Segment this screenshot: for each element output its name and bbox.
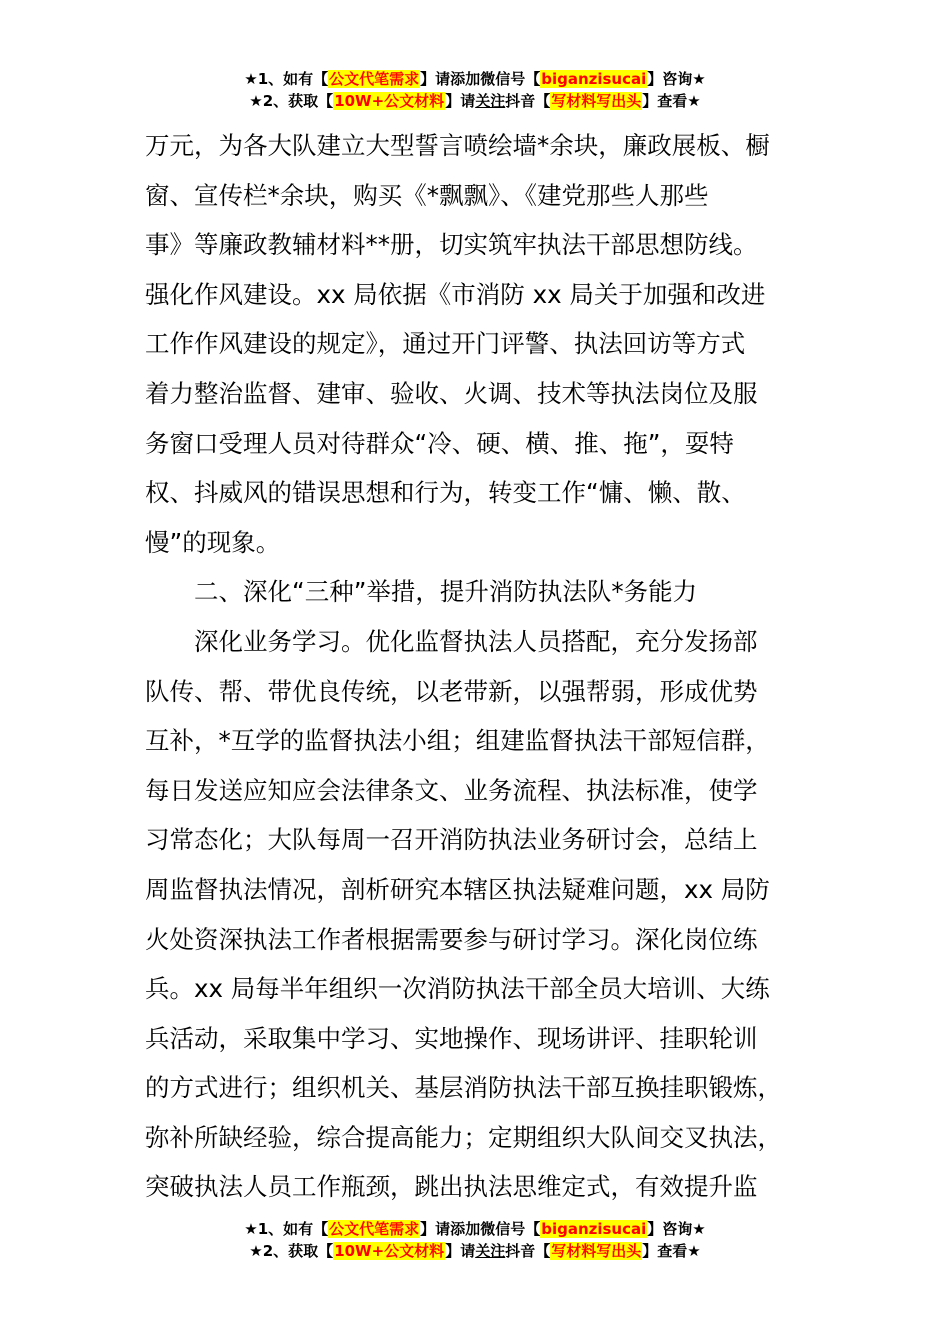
banner-text: 】请 xyxy=(445,1242,476,1260)
banner-line-1 xyxy=(0,68,950,90)
body-line: 兵活动，采取集中学习、实地操作、现场讲评、挂职轮训 xyxy=(145,1023,758,1053)
banner-text: 加 xyxy=(465,70,481,88)
banner-text: 】请添 xyxy=(420,1220,466,1238)
body-line: 的方式进行；组织机关、基层消防执法干部互换挂职锻炼， xyxy=(145,1073,782,1103)
banner-highlight: biganzisucai xyxy=(541,70,647,88)
banner-text: ★2、获取【 xyxy=(249,1242,334,1260)
footer-banner xyxy=(0,1218,950,1262)
banner-line-2 xyxy=(0,90,950,112)
body-line: 深化业务学习。优化监督执法人员搭配，充分发扬部 xyxy=(194,626,758,656)
banner-text: 】咨询★ xyxy=(647,70,706,88)
banner-text: 抖音【 xyxy=(505,1242,551,1260)
banner-text: 加 xyxy=(465,1220,481,1238)
body-line: 习常态化；大队每周一召开消防执法业务研讨会，总结上 xyxy=(145,825,758,855)
banner-text: 抖音【 xyxy=(505,92,551,110)
banner-highlight: biganzisucai xyxy=(541,1220,647,1238)
banner-text: ★1、如有【 xyxy=(244,70,329,88)
banner-highlight: 公文代笔需求 xyxy=(329,70,420,88)
body-line: 火处资深执法工作者根据需要参与研讨学习。深化岗位练 xyxy=(145,924,758,954)
body-line: 兵。xx 局每半年组织一次消防执法干部全员大培训、大练 xyxy=(145,974,770,1004)
section-heading: 二、深化“三种”举措，提升消防执法队*务能力 xyxy=(194,577,698,607)
body-line: 窗、宣传栏*余块，购买《*飘飘》、《建党那些人那些 xyxy=(145,180,709,210)
document-body xyxy=(145,121,805,1212)
banner-text: 】查看★ xyxy=(642,1242,701,1260)
body-line: 工作作风建设的规定》，通过开门评警、执法回访等方式 xyxy=(145,329,746,359)
body-line: 突破执法人员工作瓶颈，跳出执法思维定式，有效提升监 xyxy=(145,1172,758,1202)
banner-highlight: 写材料写出头 xyxy=(551,1242,642,1260)
banner-text: 微信号【 xyxy=(480,1220,541,1238)
banner-highlight: 10W+公文材料 xyxy=(334,1242,445,1260)
banner-text: 】咨询★ xyxy=(647,1220,706,1238)
body-line: 事》等廉政教辅材料**册，切实筑牢执法干部思想防线。 xyxy=(145,230,758,260)
banner-text: 】请 xyxy=(445,92,476,110)
banner-underlined-text: 关注 xyxy=(475,1242,506,1260)
banner-highlight: 公文代笔需求 xyxy=(329,1220,420,1238)
header-banner xyxy=(0,68,950,112)
banner-text: 】查看★ xyxy=(642,92,701,110)
banner-line-1 xyxy=(0,1218,950,1240)
body-line: 周监督执法情况，剖析研究本辖区执法疑难问题，xx 局防 xyxy=(145,874,770,904)
body-line: 强化作风建设。xx 局依据《市消防 xx 局关于加强和改进 xyxy=(145,279,766,309)
banner-text: ★2、获取【 xyxy=(249,92,334,110)
banner-text: 微信号【 xyxy=(480,70,541,88)
banner-highlight: 10W+公文材料 xyxy=(334,92,445,110)
body-line: 每日发送应知应会法律条文、业务流程、执法标准，使学 xyxy=(145,775,758,805)
banner-text: ★1、如有【 xyxy=(244,1220,329,1238)
banner-highlight: 写材料写出头 xyxy=(551,92,642,110)
body-line: 队传、帮、带优良传统，以老带新，以强帮弱，形成优势 xyxy=(145,676,758,706)
banner-text: 】请添 xyxy=(420,70,466,88)
body-line: 万元，为各大队建立大型誓言喷绘墙*余块，廉政展板、橱 xyxy=(145,131,770,160)
body-line: 互补，*互学的监督执法小组；组建监督执法干部短信群， xyxy=(145,726,770,756)
banner-underlined-text: 关注 xyxy=(475,92,506,110)
body-line: 着力整治监督、建审、验收、火调、技术等执法岗位及服 xyxy=(145,378,758,408)
body-line: 务窗口受理人员对待群众“冷、硬、横、推、拖”，耍特 xyxy=(145,428,734,458)
body-line: 权、抖威风的错误思想和行为，转变工作“慵、懒、散、 xyxy=(145,478,746,508)
body-line: 弥补所缺经验，综合提高能力；定期组织大队间交叉执法， xyxy=(145,1122,782,1152)
body-line: 慢”的现象。 xyxy=(145,527,281,557)
banner-line-2 xyxy=(0,1240,950,1262)
